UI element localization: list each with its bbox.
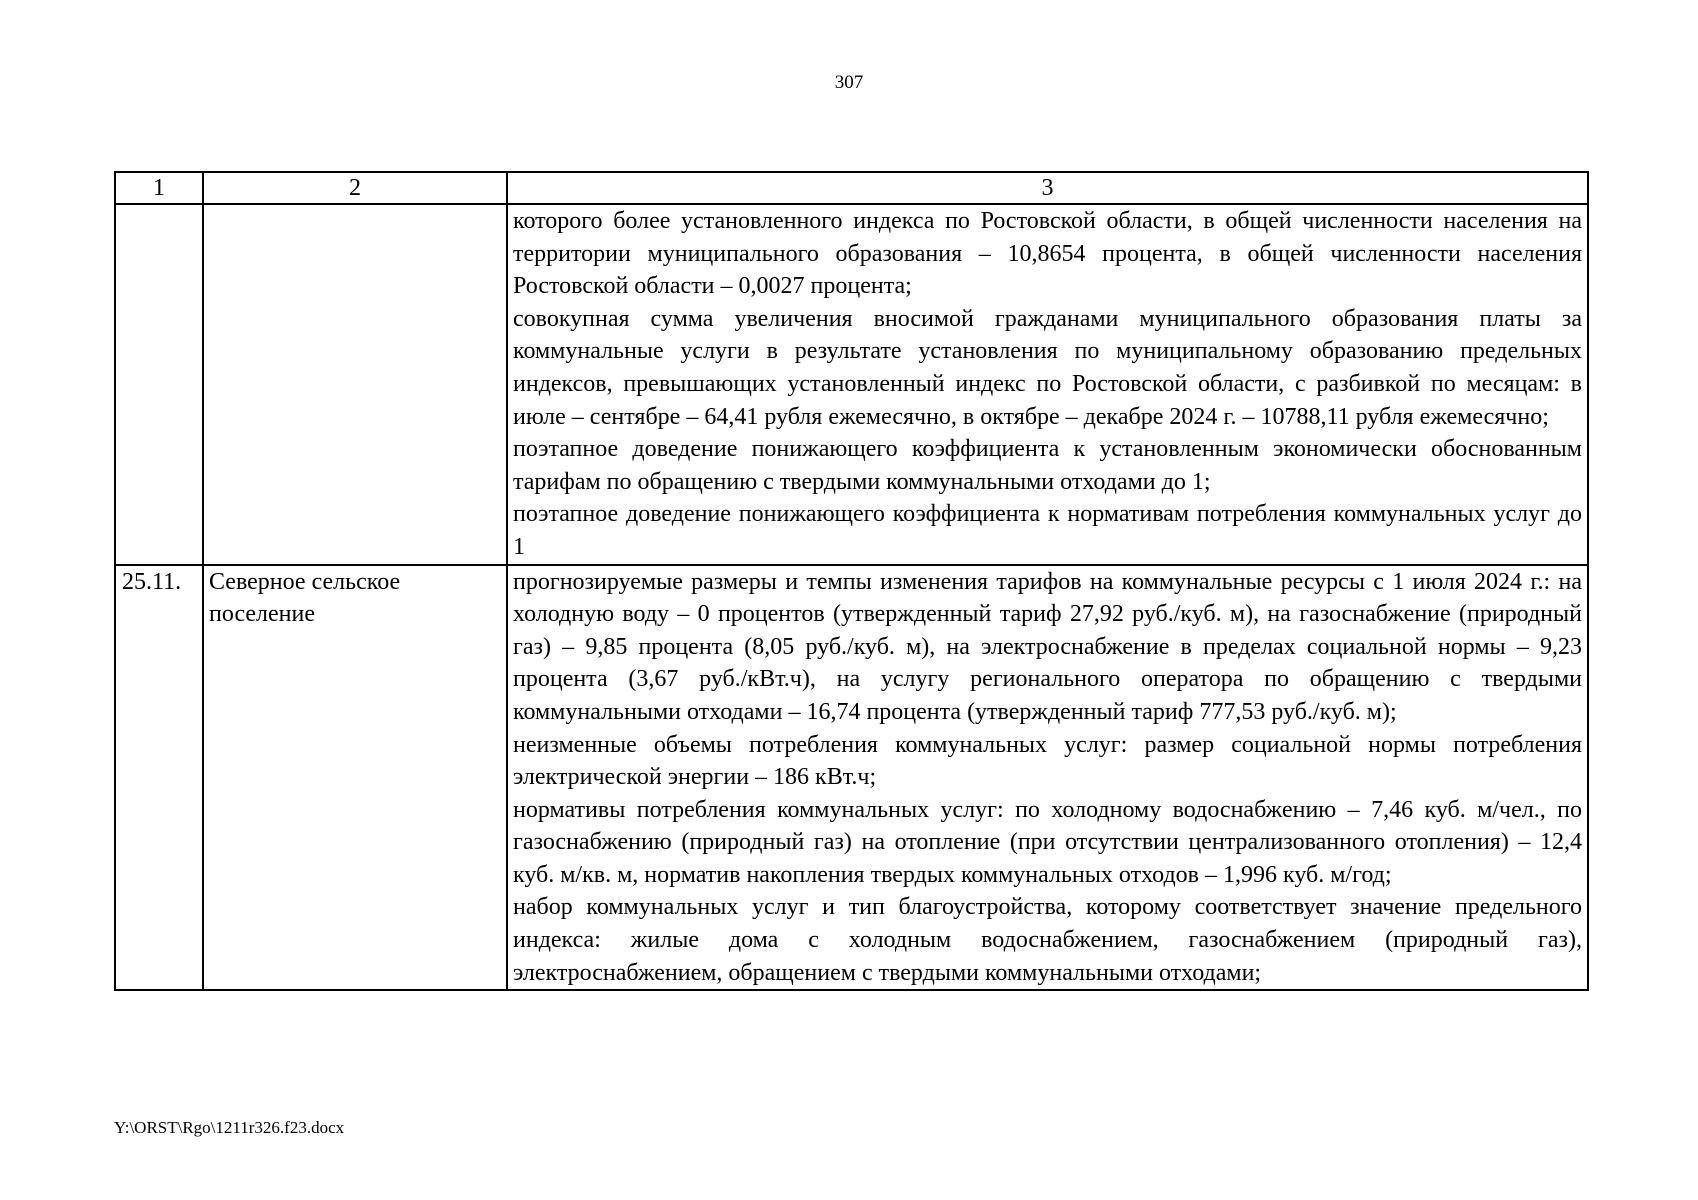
- row-text-cell: [507, 565, 1588, 991]
- paragraph: неизменные объемы потребления коммунальных услуг: размер социальной нормы потребления электрической энергии – 186 кВт.ч;: [513, 731, 1582, 791]
- page-number: 307: [834, 72, 864, 93]
- paragraph: набор коммунальных услуг и тип благоустройства, которому соответствует значение предельного индекса: жилые дома с холодным водоснабжением, газоснабжением (природный газ), электроснабжением, обращением с твердыми коммунальными отходами;: [513, 894, 1582, 986]
- paragraph: которого более установленного индекса по Ростовской области, в общей численности населения на территории муниципального образования – 10,8654 процента, в общей численности населения Ростовской области – 0,0027 процента;: [513, 208, 1582, 300]
- paragraph: совокупная сумма увеличения вносимой гражданами муниципального образования платы за коммунальные услуги в результате установления по муниципальному образованию предельных индексов, превышающих установленный индекс по Ростовской области, с разбивкой по месяцам: в июле – сентябре – 64,41 рубля ежемесячно, в октябре – декабре 2024 г. – 10788,11 рубля ежемесячно;: [513, 305, 1582, 430]
- table-header-row: [115, 172, 1588, 204]
- row-name-cell: Северное сельское поселение: [203, 565, 507, 991]
- table-row: [115, 565, 1588, 991]
- paragraph: нормативы потребления коммунальных услуг: по холодному водоснабжению – 7,46 куб. м/чел., по газоснабжению (природный газ) на отопление (при отсутствии централизованного отопления) – 12,4 куб. м/кв. м, норматив накопления твердых коммунальных отходов – 1,996 куб. м/год;: [513, 796, 1582, 888]
- row-name-cell: [203, 204, 507, 565]
- footer-file-path: Y:\ORST\Rgo\1211r326.f23.docx: [114, 1118, 345, 1137]
- column-header-1: 1: [115, 172, 203, 204]
- column-header-2: 2: [203, 172, 507, 204]
- row-number-cell: 25.11.: [115, 565, 203, 991]
- column-header-3: 3: [507, 172, 1588, 204]
- row-number-cell: [115, 204, 203, 565]
- paragraph: поэтапное доведение понижающего коэффициента к установленным экономически обоснованным тарифам по обращению с твердыми коммунальными отходами до 1;: [513, 436, 1582, 495]
- table-row: [115, 204, 1588, 565]
- paragraph: прогнозируемые размеры и темпы изменения тарифов на коммунальные ресурсы с 1 июля 2024 г.: на холодную воду – 0 процентов (утвержденный тариф 27,92 руб./куб. м), на газоснабжение (природный газ) – 9,85 процента (8,05 руб./куб. м), на электроснабжение в пределах социальной нормы – 9,23 процента (3,67 руб./кВт.ч), на услугу регионального оператора по обращению с твердыми коммунальными отходами – 16,74 процента (утвержденный тариф 777,53 руб./куб. м);: [513, 568, 1582, 725]
- document-table: [114, 171, 1589, 991]
- paragraph: поэтапное доведение понижающего коэффициента к нормативам потребления коммунальных услуг до 1: [513, 501, 1582, 560]
- row-text-cell: [507, 204, 1588, 565]
